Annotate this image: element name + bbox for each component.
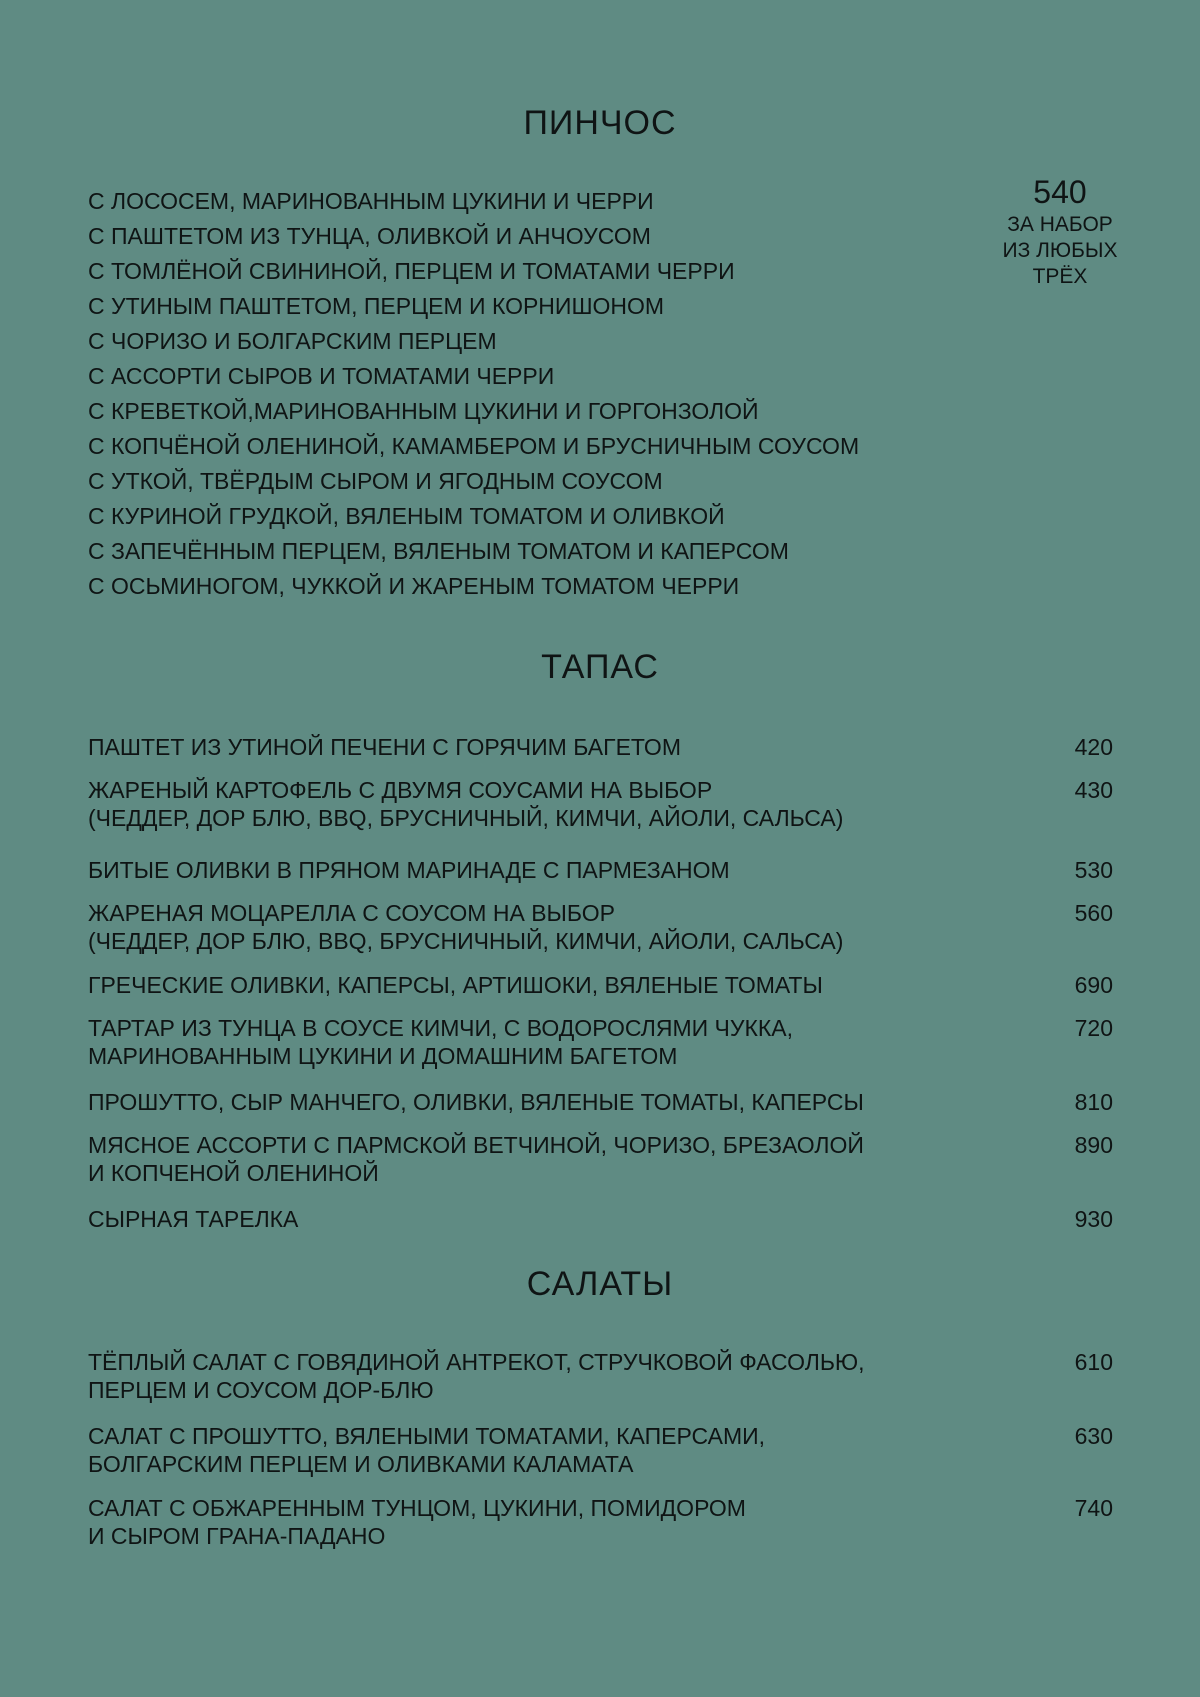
list-item: С ЗАПЕЧЁННЫМ ПЕРЦЕМ, ВЯЛЕНЫМ ТОМАТОМ И КАПЕРСОМ [88, 538, 789, 564]
list-item: С ЧОРИЗО И БОЛГАРСКИМ ПЕРЦЕМ [88, 328, 497, 354]
menu-item [88, 856, 1118, 884]
menu-item [88, 1494, 1118, 1550]
menu-item-price: 530 [1074, 857, 1113, 883]
menu-item-price: 810 [1074, 1089, 1113, 1115]
list-item: С ПАШТЕТОМ ИЗ ТУНЦА, ОЛИВКОЙ И АНЧОУСОМ [88, 223, 651, 249]
menu-item [88, 776, 1118, 832]
salads-title: САЛАТЫ [526, 1265, 674, 1303]
menu-item [88, 1131, 1118, 1187]
set-price-note: ТРЁХ [1032, 265, 1088, 288]
list-item: С ОСЬМИНОГОМ, ЧУККОЙ И ЖАРЕНЫМ ТОМАТОМ ЧЕРРИ [88, 573, 740, 599]
menu-item-name: СЫРНАЯ ТАРЕЛКА [88, 1206, 299, 1232]
list-item: С УТКОЙ, ТВЁРДЫМ СЫРОМ И ЯГОДНЫМ СОУСОМ [88, 468, 663, 494]
list-item: С КРЕВЕТКОЙ,МАРИНОВАННЫМ ЦУКИНИ И ГОРГОНЗОЛОЙ [88, 398, 759, 424]
menu-item [88, 1348, 1118, 1404]
menu-item-price: 610 [1074, 1349, 1113, 1375]
menu-item-name: ГРЕЧЕСКИЕ ОЛИВКИ, КАПЕРСЫ, АРТИШОКИ, ВЯЛЕНЫЕ ТОМАТЫ [88, 972, 823, 998]
tapas-title: ТАПАС [541, 648, 659, 686]
menu-item [88, 1422, 1118, 1478]
menu-item-name: ПРОШУТТО, СЫР МАНЧЕГО, ОЛИВКИ, ВЯЛЕНЫЕ ТОМАТЫ, КАПЕРСЫ [88, 1089, 864, 1115]
set-price-note: ЗА НАБОР [1007, 213, 1113, 236]
pinchos-list [88, 186, 968, 606]
menu-item-price: 890 [1074, 1132, 1113, 1158]
menu-item-price: 430 [1074, 777, 1113, 803]
list-item: С ЛОСОСЕМ, МАРИНОВАННЫМ ЦУКИНИ И ЧЕРРИ [88, 188, 654, 214]
menu-item-name: САЛАТ С ОБЖАРЕННЫМ ТУНЦОМ, ЦУКИНИ, ПОМИДОРОМ И СЫРОМ ГРАНА-ПАДАНО [88, 1495, 746, 1549]
menu-item-price: 420 [1074, 734, 1113, 760]
set-price-note: ИЗ ЛЮБЫХ [1002, 239, 1118, 262]
menu-item [88, 971, 1118, 999]
menu-item-name: МЯСНОЕ АССОРТИ С ПАРМСКОЙ ВЕТЧИНОЙ, ЧОРИЗО, БРЕЗАОЛОЙ И КОПЧЕНОЙ ОЛЕНИНОЙ [88, 1132, 864, 1186]
set-price-value: 540 [1033, 174, 1087, 210]
menu-item-name: ТАРТАР ИЗ ТУНЦА В СОУСЕ КИМЧИ, С ВОДОРОСЛЯМИ ЧУККА, МАРИНОВАННЫМ ЦУКИНИ И ДОМАШНИМ БАГЕТОМ [88, 1015, 794, 1069]
menu-item-name: БИТЫЕ ОЛИВКИ В ПРЯНОМ МАРИНАДЕ С ПАРМЕЗАНОМ [88, 857, 730, 883]
menu-item-name: ПАШТЕТ ИЗ УТИНОЙ ПЕЧЕНИ С ГОРЯЧИМ БАГЕТОМ [88, 734, 681, 760]
menu-item [88, 1088, 1118, 1116]
menu-item-price: 560 [1074, 900, 1113, 926]
menu-item-name: ТЁПЛЫЙ САЛАТ С ГОВЯДИНОЙ АНТРЕКОТ, СТРУЧКОВОЙ ФАСОЛЬЮ, ПЕРЦЕМ И СОУСОМ ДОР-БЛЮ [88, 1349, 865, 1403]
menu-item-name: ЖАРЕНЫЙ КАРТОФЕЛЬ С ДВУМЯ СОУСАМИ НА ВЫБОР (ЧЕДДЕР, ДОР БЛЮ, BBQ, БРУСНИЧНЫЙ, КИМЧИ, АЙОЛИ, САЛЬСА) [88, 777, 844, 831]
pinchos-set-price [980, 172, 1140, 290]
menu-item [88, 733, 1118, 761]
menu-item-price: 740 [1074, 1495, 1113, 1521]
menu-item [88, 899, 1118, 955]
menu-item-price: 630 [1074, 1423, 1113, 1449]
menu-item-price: 690 [1074, 972, 1113, 998]
menu-item [88, 1205, 1118, 1233]
menu-item-name: САЛАТ С ПРОШУТТО, ВЯЛЕНЫМИ ТОМАТАМИ, КАПЕРСАМИ, БОЛГАРСКИМ ПЕРЦЕМ И ОЛИВКАМИ КАЛАМАТА [88, 1423, 766, 1477]
menu-item-price: 720 [1074, 1015, 1113, 1041]
menu-item-price: 930 [1074, 1206, 1113, 1232]
pinchos-title: ПИНЧОС [523, 104, 677, 142]
list-item: С АССОРТИ СЫРОВ И ТОМАТАМИ ЧЕРРИ [88, 363, 555, 389]
list-item: С ТОМЛЁНОЙ СВИНИНОЙ, ПЕРЦЕМ И ТОМАТАМИ ЧЕРРИ [88, 258, 735, 284]
list-item: С КУРИНОЙ ГРУДКОЙ, ВЯЛЕНЫМ ТОМАТОМ И ОЛИВКОЙ [88, 503, 725, 529]
list-item: С КОПЧЁНОЙ ОЛЕНИНОЙ, КАМАМБЕРОМ И БРУСНИЧНЫМ СОУСОМ [88, 433, 860, 459]
list-item: С УТИНЫМ ПАШТЕТОМ, ПЕРЦЕМ И КОРНИШОНОМ [88, 293, 665, 319]
menu-item [88, 1014, 1118, 1070]
menu-item-name: ЖАРЕНАЯ МОЦАРЕЛЛА С СОУСОМ НА ВЫБОР (ЧЕДДЕР, ДОР БЛЮ, BBQ, БРУСНИЧНЫЙ, КИМЧИ, АЙОЛИ, САЛЬСА) [88, 900, 844, 954]
